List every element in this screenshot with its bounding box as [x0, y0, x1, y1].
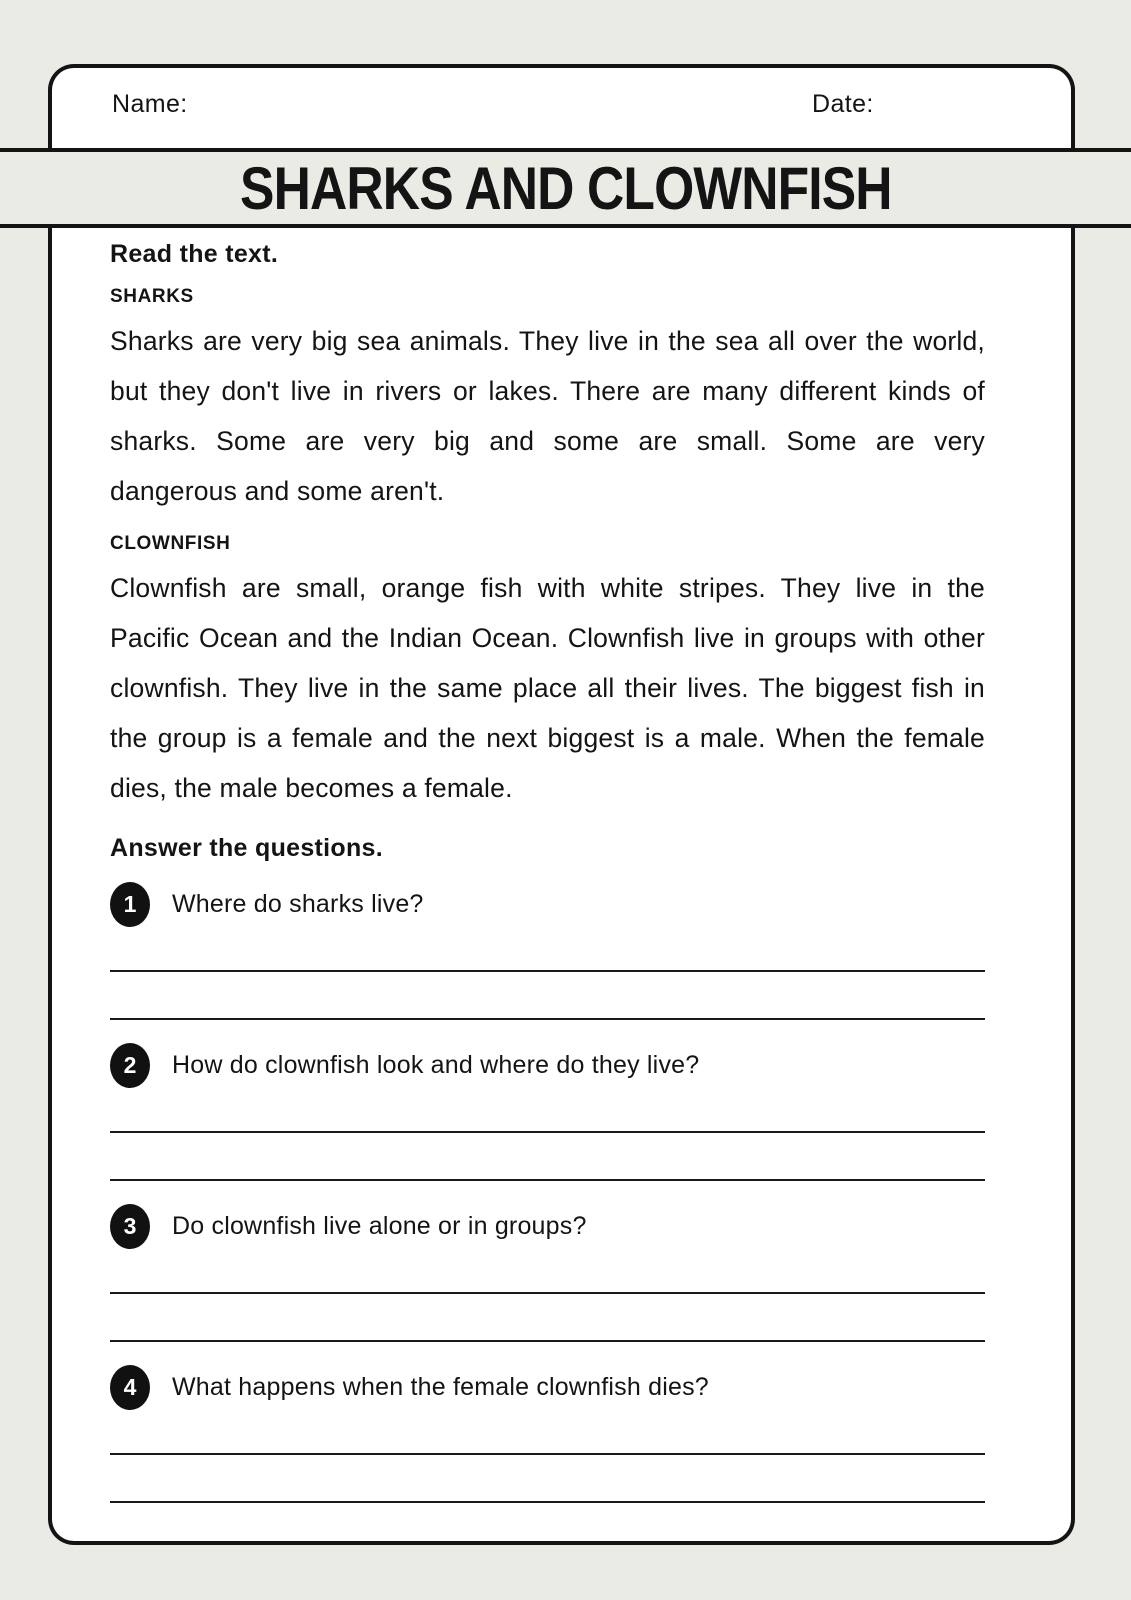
answer-line[interactable] [110, 1453, 985, 1455]
section-heading-sharks: SHARKS [110, 286, 194, 307]
question-text: How do clownfish look and where do they live? [172, 1050, 700, 1079]
name-input-area[interactable] [202, 82, 762, 126]
question-item-2 [110, 1042, 985, 1181]
question-text: Where do sharks live? [172, 889, 424, 918]
section-heading-clownfish: CLOWNFISH [110, 533, 231, 554]
date-label: Date: [812, 90, 874, 118]
question-text: Do clownfish live alone or in groups? [172, 1211, 587, 1240]
question-row [110, 1203, 985, 1249]
question-row [110, 1042, 985, 1088]
answer-line[interactable] [110, 1018, 985, 1020]
answer-line[interactable] [110, 970, 985, 972]
question-number-badge: 4 [110, 1365, 150, 1410]
question-item-1 [110, 881, 985, 1020]
question-item-4 [110, 1364, 985, 1503]
question-row [110, 881, 985, 927]
section-clownfish [110, 533, 985, 813]
question-number-badge: 3 [110, 1204, 150, 1249]
answer-line[interactable] [110, 1179, 985, 1181]
question-text: What happens when the female clownfish dies? [172, 1372, 709, 1401]
answer-instruction: Answer the questions. [110, 834, 384, 862]
worksheet-body [48, 228, 1075, 1545]
title-banner [0, 148, 1131, 228]
read-instruction: Read the text. [110, 240, 279, 268]
answer-line[interactable] [110, 1340, 985, 1342]
answer-line[interactable] [110, 1292, 985, 1294]
date-input-area[interactable] [882, 82, 1062, 126]
page-title: SHARKS AND CLOWNFISH [239, 154, 892, 222]
answer-line[interactable] [110, 1131, 985, 1133]
question-item-3 [110, 1203, 985, 1342]
question-row [110, 1364, 985, 1410]
section-text-sharks: Sharks are very big sea animals. They live in the sea all over the world, but they don't live in rivers or lakes. There are many different kinds of sharks. Some are very big and some are small. Some are very dangerous and some aren't. [110, 326, 985, 506]
name-date-panel [48, 64, 1075, 152]
question-number-badge: 2 [110, 1043, 150, 1088]
answer-line[interactable] [110, 1501, 985, 1503]
section-text-clownfish: Clownfish are small, orange fish with white stripes. They live in the Pacific Ocean and the Indian Ocean. Clownfish live in groups with other clownfish. They live in the same place all their lives. The biggest fish in the group is a female and the next biggest is a male. When the female dies, the male becomes a female. [110, 573, 985, 803]
question-number-badge: 1 [110, 882, 150, 927]
name-label: Name: [112, 90, 188, 118]
section-sharks [110, 286, 985, 516]
